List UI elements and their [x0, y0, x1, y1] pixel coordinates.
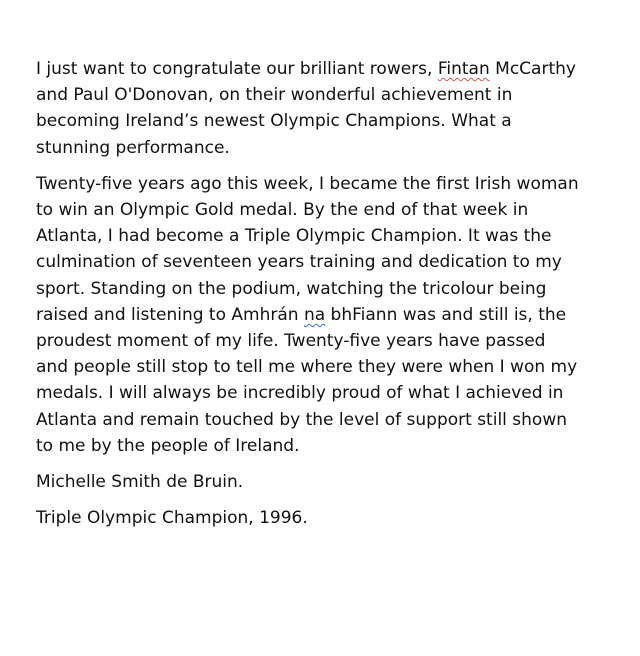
text-line — [36, 135, 611, 161]
text-line — [36, 223, 611, 249]
text-run: medals. I will always be incredibly proud of what I achieved in — [36, 383, 564, 404]
text-run: Michelle Smith de Bruin. — [36, 472, 244, 493]
text-line — [36, 56, 611, 82]
paragraph — [36, 56, 611, 161]
text-line — [36, 328, 611, 354]
text-run: proudest moment of my life. Twenty-five years have passed — [36, 331, 546, 352]
text-line — [36, 469, 611, 495]
text-line — [36, 354, 611, 380]
text-run: and Paul O'Donovan, on their wonderful achievement in — [36, 85, 513, 106]
text-run: Atlanta, I had become a Triple Olympic Champion. It was the — [36, 226, 552, 247]
text-line — [36, 433, 611, 459]
text-line — [36, 407, 611, 433]
text-line — [36, 108, 611, 134]
text-line — [36, 249, 611, 275]
text-line — [36, 82, 611, 108]
text-run: to win an Olympic Gold medal. By the end of that week in — [36, 200, 529, 221]
text-run: culmination of seventeen years training and dedication to my — [36, 252, 562, 273]
spelling-flagged-word: Fintan — [437, 59, 490, 79]
text-run: Twenty-five years ago this week, I became the first Irish woman — [36, 173, 579, 194]
text-run: becoming Ireland’s newest Olympic Champions. What a — [36, 111, 512, 132]
text-line — [36, 171, 611, 197]
text-run: to me by the people of Ireland. — [36, 435, 300, 456]
text-line — [36, 302, 611, 328]
text-line — [36, 505, 611, 531]
text-line — [36, 380, 611, 406]
paragraph — [36, 505, 611, 531]
text-run: sport. Standing on the podium, watching the tricolour being — [36, 278, 547, 299]
text-run: Triple Olympic Champion, 1996. — [36, 508, 308, 529]
text-run: Atlanta and remain touched by the level of support still shown — [36, 409, 568, 430]
text-run: raised and listening to Amhrán — [36, 304, 304, 325]
text-run: stunning performance. — [36, 137, 230, 158]
text-run: I just want to congratulate our brilliant rowers, — [36, 59, 438, 79]
paragraph — [36, 469, 611, 495]
document-body[interactable] — [36, 56, 611, 541]
paragraph — [36, 171, 611, 459]
text-line — [36, 276, 611, 302]
text-line — [36, 197, 611, 223]
grammar-flagged-word: na — [303, 304, 326, 325]
text-run: and people still stop to tell me where they were when I won my — [36, 357, 578, 378]
text-run: McCarthy — [489, 59, 576, 79]
text-run: bhFiann was and still is, the — [325, 304, 567, 325]
